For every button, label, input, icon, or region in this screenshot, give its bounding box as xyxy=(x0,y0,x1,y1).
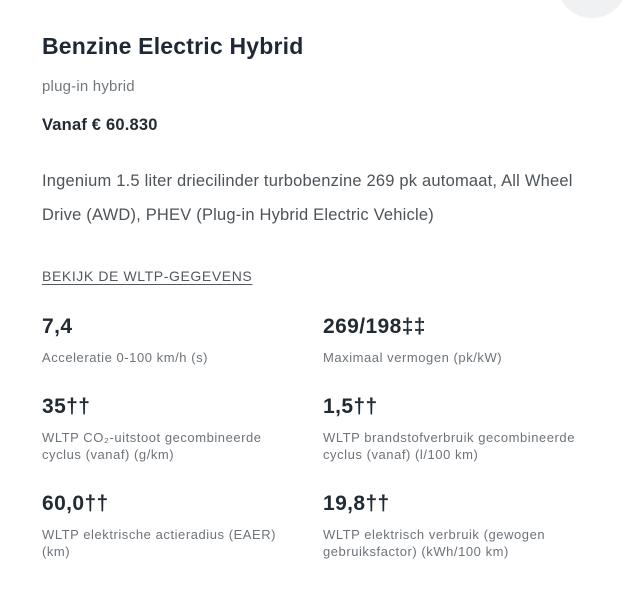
spec-label: WLTP elektrisch verbruik (gewogen gebruiksfactor) (kWh/100 km) xyxy=(323,526,546,559)
spec-value: 1,5†† xyxy=(323,394,378,418)
spec-item-max-power xyxy=(323,315,627,367)
spec-label: WLTP CO₂-uitstoot gecombineerde cyclus (vanaf) (g/km) xyxy=(42,429,262,462)
spec-value: 19,8†† xyxy=(323,491,390,515)
page-title: Benzine Electric Hybrid xyxy=(42,33,304,59)
spec-item-electric-consumption xyxy=(323,492,627,561)
spec-value: 60,0†† xyxy=(42,491,109,515)
price-text: Vanaf € 60.830 xyxy=(42,116,158,134)
specs-grid xyxy=(42,315,585,561)
spec-item-electric-range xyxy=(42,492,323,561)
spec-label: WLTP elektrische actieradius (EAER) (km) xyxy=(42,526,277,559)
wltp-data-link[interactable]: BEKIJK DE WLTP-GEGEVENS xyxy=(42,268,253,284)
spec-item-co2-emissions xyxy=(42,395,323,464)
powertrain-subtitle: plug-in hybrid xyxy=(42,78,135,95)
spec-label: Maximaal vermogen (pk/kW) xyxy=(323,350,503,365)
spec-label: Acceleratie 0-100 km/h (s) xyxy=(42,350,209,365)
spec-item-acceleration xyxy=(42,315,323,367)
spec-value: 7,4 xyxy=(42,315,73,338)
spec-value: 35†† xyxy=(42,394,91,418)
engine-description: Ingenium 1.5 liter driecilinder turbobenzine 269 pk automaat, All Wheel Drive (AWD), PHEV (Plug-in Hybrid Electric Vehicle) xyxy=(42,172,573,224)
spec-label: WLTP brandstofverbruik gecombineerde cyclus (vanaf) (l/100 km) xyxy=(323,429,575,462)
spec-value: 269/198‡‡ xyxy=(323,315,426,338)
spec-item-fuel-consumption xyxy=(323,395,627,464)
